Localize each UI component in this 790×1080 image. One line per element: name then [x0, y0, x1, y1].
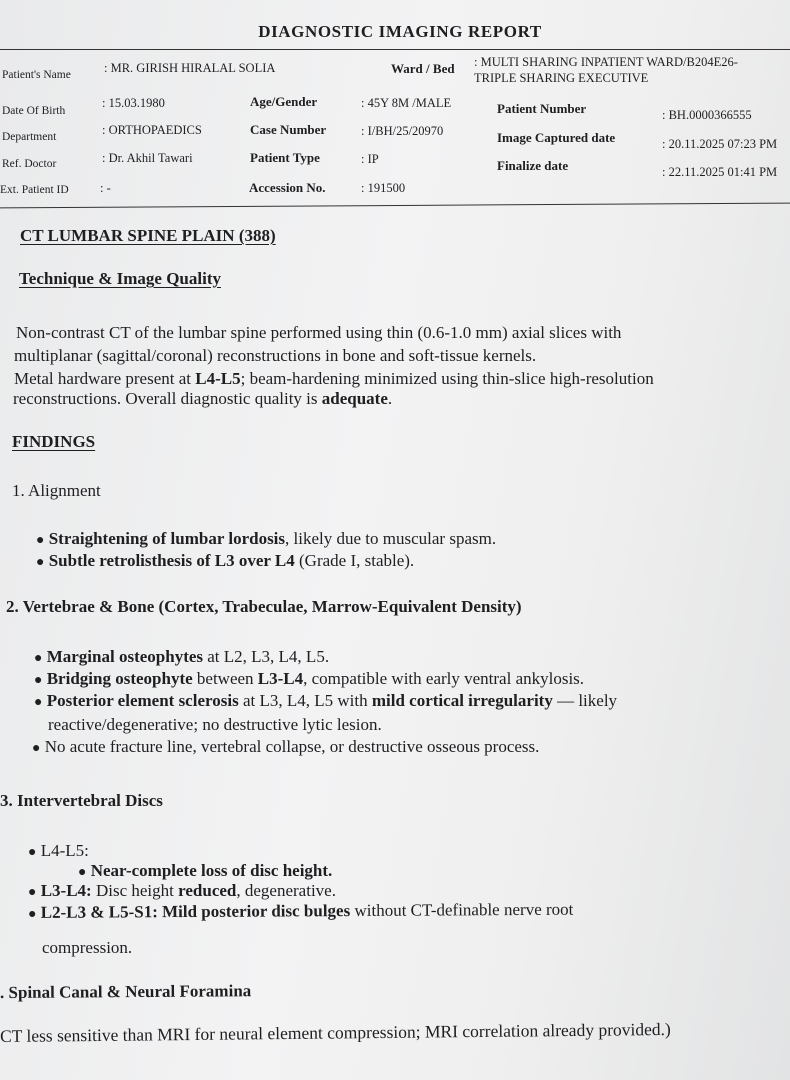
section-discs-title: 3. Intervertebral Discs [0, 791, 163, 810]
ref-doctor-value: : Dr. Akhil Tawari [102, 151, 193, 165]
bullet-icon: ● [34, 651, 43, 666]
ward-value-line2: TRIPLE SHARING EXECUTIVE [474, 71, 649, 85]
patient-name-label: Patient's Name [2, 69, 71, 81]
patient-type-value: : IP [361, 152, 379, 166]
list-item: ● Subtle retrolisthesis of L3 over L4 (Grade I, stable). [36, 551, 415, 570]
list-item: ● Marginal osteophytes at L2, L3, L4, L5. [34, 647, 330, 666]
dob-value: : 15.03.1980 [102, 96, 165, 110]
list-item: ● Posterior element sclerosis at L3, L4, L5 with mild cortical irregularity — likely [34, 691, 618, 710]
patient-number-value: : BH.0000366555 [662, 108, 752, 122]
technique-heading: Technique & Image Quality [19, 269, 221, 288]
list-item-sub: ● Near-complete loss of disc height. [78, 861, 333, 880]
list-item-continuation: compression. [42, 938, 133, 957]
list-item: ● No acute fracture line, vertebral collapse, or destructive osseous process. [32, 737, 540, 756]
section-spinal-canal-title: . Spinal Canal & Neural Foramina [0, 981, 252, 1002]
list-item: ● L4-L5: [28, 841, 89, 860]
bullet-icon: ● [32, 741, 41, 756]
case-number-value: : I/BH/25/20970 [361, 124, 444, 138]
ext-patient-id-value: : - [100, 181, 111, 195]
patient-name-value: : MR. GIRISH HIRALAL SOLIA [104, 61, 276, 75]
bullet-icon: ● [28, 845, 37, 860]
ward-label: Ward / Bed [391, 61, 455, 76]
spinal-canal-line-1: CT less sensitive than MRI for neural element compression; MRI correlation already provided.) [0, 1018, 671, 1046]
header-bottom-divider [0, 203, 790, 209]
accession-value: : 191500 [361, 181, 406, 195]
bullet-icon: ● [27, 906, 37, 922]
technique-line-3: Metal hardware present at L4-L5; beam-hardening minimized using thin-slice high-resolution [14, 369, 654, 388]
patient-type-label: Patient Type [250, 150, 320, 165]
age-gender-label: Age/Gender [250, 94, 318, 109]
study-title: CT LUMBAR SPINE PLAIN (388) [20, 226, 276, 245]
ref-doctor-label: Ref. Doctor [2, 158, 57, 170]
dob-label: Date Of Birth [2, 105, 66, 117]
list-item-continuation: reactive/degenerative; no destructive lytic lesion. [48, 715, 382, 734]
bullet-icon: ● [34, 673, 43, 688]
finalize-date-value: : 22.11.2025 01:41 PM [662, 165, 778, 179]
ward-value-line1: : MULTI SHARING INPATIENT WARD/B204E26- [474, 55, 738, 69]
bullet-icon: ● [36, 533, 45, 548]
list-item: ● L3-L4: Disc height reduced, degenerative. [28, 881, 336, 900]
list-item: ● Straightening of lumbar lordosis, likely due to muscular spasm. [36, 529, 497, 548]
ext-patient-id-label: Ext. Patient ID [0, 184, 69, 196]
image-captured-label: Image Captured date [497, 130, 616, 145]
technique-line-1: Non-contrast CT of the lumbar spine performed using thin (0.6-1.0 mm) axial slices with [16, 323, 622, 342]
list-item: ● Bridging osteophyte between L3-L4, compatible with early ventral ankylosis. [34, 669, 585, 688]
bullet-icon: ● [28, 885, 37, 900]
technique-line-2: multiplanar (sagittal/coronal) reconstructions in bone and soft-tissue kernels. [14, 346, 537, 365]
section-vertebrae-title: 2. Vertebrae & Bone (Cortex, Trabeculae, Marrow-Equivalent Density) [6, 597, 522, 616]
department-label: Department [2, 131, 57, 143]
report-title: DIAGNOSTIC IMAGING REPORT [258, 22, 542, 41]
bullet-icon: ● [78, 865, 87, 880]
department-value: : ORTHOPAEDICS [102, 123, 202, 137]
accession-label: Accession No. [249, 180, 326, 195]
age-gender-value: : 45Y 8M /MALE [361, 96, 452, 110]
list-item: ● L2-L3 & L5-S1: Mild posterior disc bulges without CT-definable nerve root [27, 899, 574, 922]
header-top-divider [0, 49, 790, 50]
image-captured-value: : 20.11.2025 07:23 PM [662, 137, 778, 151]
section-alignment-title: 1. Alignment [12, 481, 101, 500]
case-number-label: Case Number [250, 122, 327, 137]
finalize-date-label: Finalize date [497, 158, 569, 173]
findings-heading: FINDINGS [12, 432, 96, 451]
bullet-icon: ● [36, 555, 45, 570]
bullet-icon: ● [34, 695, 43, 710]
technique-line-4: reconstructions. Overall diagnostic quality is adequate. [13, 389, 393, 408]
patient-number-label: Patient Number [497, 101, 587, 116]
